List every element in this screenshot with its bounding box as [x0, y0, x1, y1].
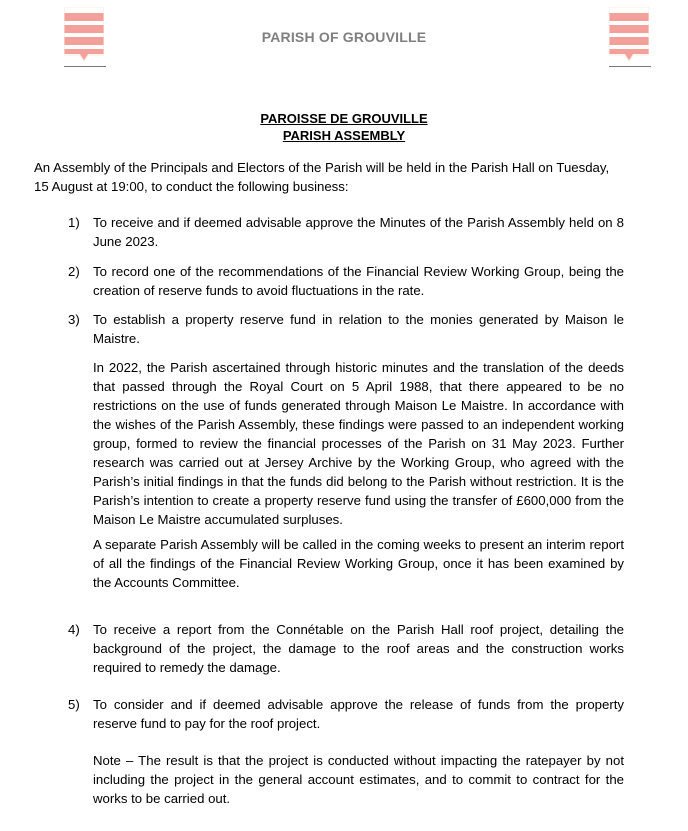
- crest-underline: [64, 66, 106, 67]
- header-title: PARISH OF GROUVILLE: [261, 29, 427, 45]
- item-number: 4): [68, 622, 80, 637]
- agenda-item: [68, 695, 624, 733]
- item-detail-paragraph: In 2022, the Parish ascertained through historic minutes and the translation of the deeds that passed through the Royal Court on 5 April 1988, that there appeared to be no restrictions on the use of funds generated through Maison Le Maistre. In accordance with the wishes of the Parish Assembly, these findings were passed to an independent working group, formed to review the financial processes of the Parish on 31 May 2023. Further research was carried out at Jersey Archive by the Working Group, who agreed with the Parish’s initial findings in that the funds did belong to the Parish without restriction. It is the Parish’s intention to create a property reserve fund using the transfer of £600,000 from the Maison Le Maistre accumulated surpluses.: [93, 360, 624, 527]
- agenda-item: [68, 213, 624, 251]
- item-text: To consider and if deemed advisable approve the release of funds from the property reserve fund to pay for the roof project.: [93, 697, 624, 731]
- agenda-item: [68, 262, 624, 300]
- document-title: [0, 110, 688, 144]
- agenda-item: [68, 310, 624, 348]
- intro-paragraph: An Assembly of the Principals and Electors of the Parish will be held in the Parish Hall on Tuesday, 15 August at 19:00, to conduct the following business:: [34, 160, 610, 194]
- item-number: 1): [68, 215, 80, 230]
- item-detail-paragraph: A separate Parish Assembly will be called in the coming weeks to present an interim report of all the findings of the Financial Review Working Group, once it has been examined by the Accounts Committee.: [93, 537, 624, 590]
- item-text: To receive a report from the Connétable on the Parish Hall roof project, detailing the background of the project, the damage to the roof areas and the construction works required to remedy the damage.: [93, 622, 624, 675]
- title-english: PARISH ASSEMBLY: [282, 128, 406, 143]
- item-text: To record one of the recommendations of the Financial Review Working Group, being the creation of reserve funds to avoid fluctuations in the rate.: [93, 264, 624, 298]
- parish-crest-icon: [609, 7, 649, 63]
- item-number: 2): [68, 264, 80, 279]
- agenda-item: [68, 620, 624, 677]
- item-number: 5): [68, 697, 80, 712]
- item-text: To establish a property reserve fund in relation to the monies generated by Maison le Maistre.: [93, 312, 624, 346]
- item-text: To receive and if deemed advisable approve the Minutes of the Parish Assembly held on 8 June 2023.: [93, 215, 624, 249]
- title-french: PAROISSE DE GROUVILLE: [260, 111, 428, 126]
- crest-underline: [609, 66, 651, 67]
- item-note-paragraph: Note – The result is that the project is conducted without impacting the ratepayer by not including the project in the general account estimates, and to commit to contract for the works to be carried out.: [93, 753, 624, 806]
- item-number: 3): [68, 312, 80, 327]
